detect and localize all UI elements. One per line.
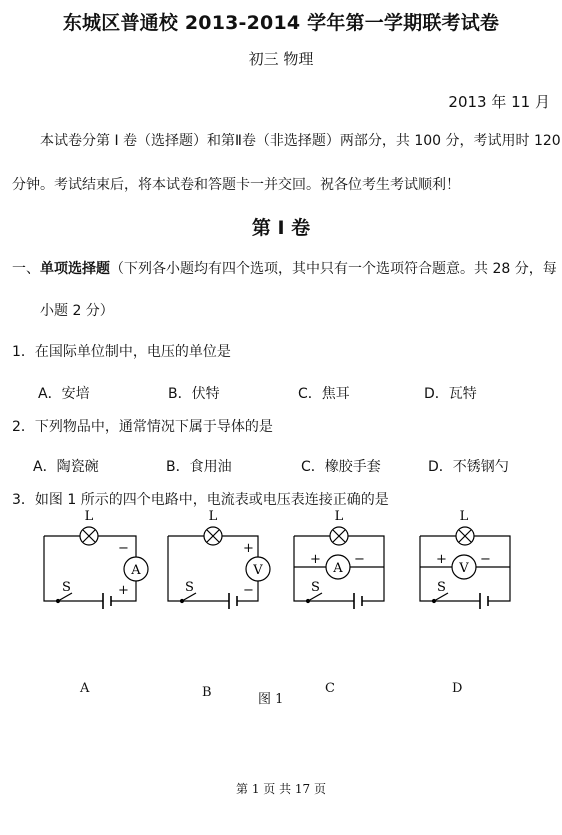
circuit-letter-d: D: [452, 681, 463, 696]
question-3: 3．如图 1 所示的四个电路中，电流表或电压表连接正确的是: [12, 492, 389, 508]
meter-label: A: [131, 563, 141, 578]
battery-icon: [480, 593, 488, 609]
circuit-figure: [0, 500, 562, 620]
switch-label: S: [62, 580, 71, 595]
q1-option-a: A．安培: [38, 386, 90, 402]
battery-icon: [354, 593, 362, 609]
q2-option-a: A．陶瓷碗: [33, 459, 99, 475]
circuit-d: [420, 509, 510, 609]
plus-sign: +: [118, 583, 129, 598]
part-prefix: 一、: [12, 261, 40, 277]
battery-icon: [229, 593, 237, 609]
question-1: 1．在国际单位制中，电压的单位是: [12, 344, 231, 360]
exam-date: 2013 年 11 月: [448, 93, 550, 111]
minus-sign: −: [354, 552, 365, 567]
section-title: 第 I 卷: [251, 217, 311, 239]
part-heading: [12, 258, 557, 278]
q2-option-b: B．食用油: [166, 459, 232, 475]
switch-label: S: [311, 580, 320, 595]
minus-sign: −: [118, 541, 129, 556]
instructions-line-2: 分钟。考试结束后，将本试卷和答题卡一并交回。祝各位考生考试顺利！: [12, 177, 460, 193]
question-2: 2．下列物品中，通常情况下属于导体的是: [12, 419, 273, 435]
switch-label: S: [185, 580, 194, 595]
part-description-2: 小题 2 分）: [40, 303, 114, 319]
page-footer: 第 1 页 共 17 页: [236, 782, 326, 796]
circuit-letter-b: B: [202, 685, 212, 700]
meter-label: V: [253, 563, 263, 578]
part-description: （下列各小题均有四个选项，其中只有一个选项符合题意。共 28 分，每: [110, 261, 557, 277]
exam-subtitle: 初三 物理: [248, 50, 314, 68]
plus-sign: +: [243, 541, 254, 556]
minus-sign: −: [480, 552, 491, 567]
circuit-c: [294, 509, 384, 609]
q1-option-d: D．瓦特: [424, 386, 477, 402]
plus-sign: +: [310, 552, 321, 567]
circuit-a: [44, 509, 148, 609]
part-name: 单项选择题: [40, 261, 110, 277]
circuit-b: [168, 509, 270, 609]
lamp-label: L: [459, 509, 469, 524]
battery-icon: [103, 593, 111, 609]
q2-option-d: D．不锈钢勺: [428, 459, 509, 475]
exam-title: 东城区普通校 2013-2014 学年第一学期联考试卷: [62, 12, 500, 34]
lamp-label: L: [334, 509, 344, 524]
switch-label: S: [437, 580, 446, 595]
instructions-line-1: 本试卷分第 I 卷（选择题）和第Ⅱ卷（非选择题）两部分，共 100 分，考试用时 120: [40, 133, 561, 149]
lamp-label: L: [84, 509, 94, 524]
q1-option-c: C．焦耳: [298, 386, 350, 402]
meter-label: A: [333, 561, 343, 576]
plus-sign: +: [436, 552, 447, 567]
meter-label: V: [459, 561, 469, 576]
lamp-label: L: [208, 509, 218, 524]
figure-caption: 图 1: [258, 692, 284, 707]
minus-sign: −: [243, 583, 254, 598]
q2-option-c: C．橡胶手套: [301, 459, 381, 475]
circuit-letter-a: A: [80, 681, 90, 696]
circuit-letter-c: C: [325, 681, 335, 696]
q1-option-b: B．伏特: [168, 386, 220, 402]
